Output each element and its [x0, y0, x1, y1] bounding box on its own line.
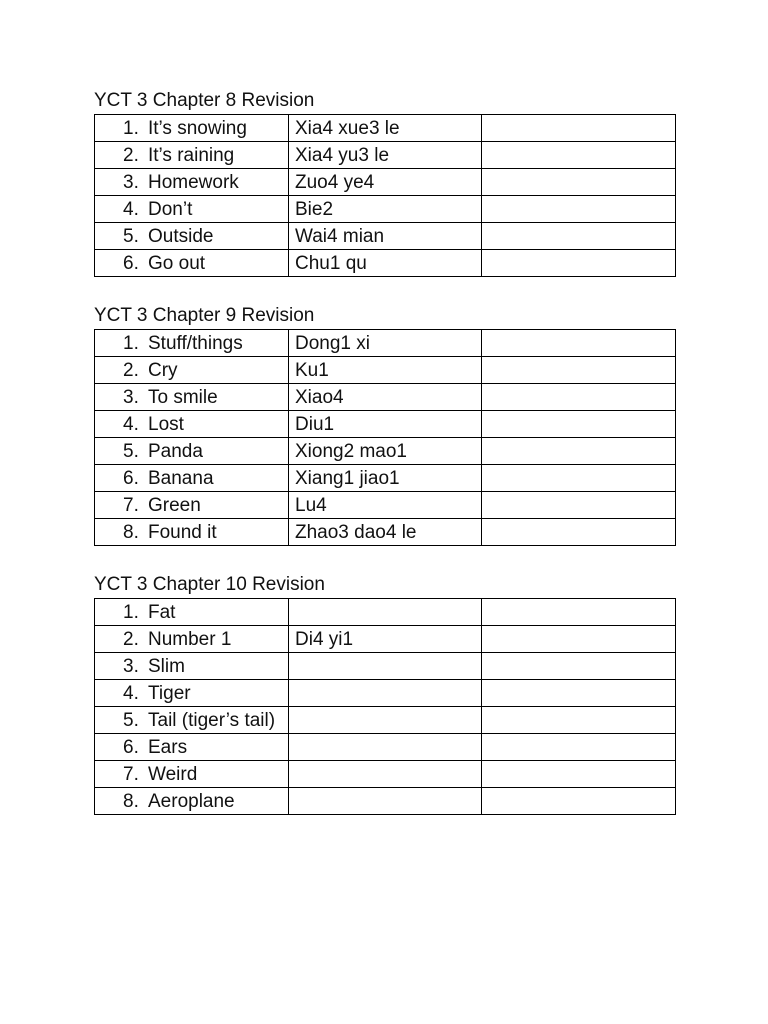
table-row	[95, 115, 676, 142]
section-title: YCT 3 Chapter 8 Revision	[94, 90, 315, 111]
row-number: 6.	[123, 468, 139, 489]
pinyin-cell: Xiao4	[289, 384, 482, 411]
row-number: 8.	[123, 791, 139, 812]
section-title: YCT 3 Chapter 9 Revision	[94, 305, 315, 326]
english-word: Fat	[148, 602, 176, 623]
table-row	[95, 196, 676, 223]
table-row	[95, 250, 676, 277]
answer-cell[interactable]	[482, 357, 676, 384]
vocab-table-chapter-10	[94, 598, 676, 815]
answer-cell[interactable]	[482, 142, 676, 169]
answer-cell[interactable]	[482, 519, 676, 546]
table-row	[95, 330, 676, 357]
answer-cell[interactable]	[482, 250, 676, 277]
english-cell	[95, 465, 289, 492]
vocab-table-chapter-8	[94, 114, 676, 277]
pinyin-cell: Xia4 yu3 le	[289, 142, 482, 169]
row-number: 5.	[123, 710, 139, 731]
pinyin-cell[interactable]	[289, 707, 482, 734]
english-word: Stuff/things	[148, 333, 243, 354]
pinyin-cell: Di4 yi1	[289, 626, 482, 653]
table-row	[95, 761, 676, 788]
table-row	[95, 680, 676, 707]
row-number: 7.	[123, 495, 139, 516]
row-number: 4.	[123, 414, 139, 435]
english-word: Slim	[148, 656, 185, 677]
row-number: 3.	[123, 172, 139, 193]
pinyin-cell[interactable]	[289, 788, 482, 815]
answer-cell[interactable]	[482, 196, 676, 223]
english-cell	[95, 330, 289, 357]
english-cell	[95, 438, 289, 465]
row-number: 6.	[123, 737, 139, 758]
row-number: 4.	[123, 683, 139, 704]
english-cell	[95, 519, 289, 546]
row-number: 4.	[123, 199, 139, 220]
pinyin-cell: Zhao3 dao4 le	[289, 519, 482, 546]
english-word: Aeroplane	[148, 791, 235, 812]
pinyin-cell[interactable]	[289, 734, 482, 761]
pinyin-cell: Lu4	[289, 492, 482, 519]
row-number: 5.	[123, 441, 139, 462]
answer-cell[interactable]	[482, 115, 676, 142]
row-number: 5.	[123, 226, 139, 247]
table-row	[95, 384, 676, 411]
english-word: Tail (tiger’s tail)	[148, 710, 276, 731]
english-cell	[95, 492, 289, 519]
english-word: Tiger	[148, 683, 191, 704]
english-cell	[95, 250, 289, 277]
row-number: 1.	[123, 118, 139, 139]
pinyin-cell: Bie2	[289, 196, 482, 223]
english-word: Lost	[148, 414, 184, 435]
table-row	[95, 519, 676, 546]
answer-cell[interactable]	[482, 761, 676, 788]
row-number: 8.	[123, 522, 139, 543]
english-word: Go out	[148, 253, 206, 274]
table-row	[95, 734, 676, 761]
answer-cell[interactable]	[482, 169, 676, 196]
row-number: 3.	[123, 387, 139, 408]
english-cell	[95, 653, 289, 680]
pinyin-cell: Xia4 xue3 le	[289, 115, 482, 142]
section-title: YCT 3 Chapter 10 Revision	[94, 574, 325, 595]
row-number: 3.	[123, 656, 139, 677]
answer-cell[interactable]	[482, 734, 676, 761]
row-number: 2.	[123, 145, 139, 166]
table-row	[95, 599, 676, 626]
pinyin-cell: Wai4 mian	[289, 223, 482, 250]
vocab-table-chapter-9	[94, 329, 676, 546]
answer-cell[interactable]	[482, 438, 676, 465]
table-row	[95, 411, 676, 438]
pinyin-cell: Diu1	[289, 411, 482, 438]
english-cell	[95, 142, 289, 169]
english-cell	[95, 169, 289, 196]
chapter-10-section	[94, 573, 676, 815]
chapter-8-section	[94, 89, 676, 277]
english-word: It’s snowing	[148, 118, 247, 139]
english-word: Found it	[148, 522, 217, 543]
answer-cell[interactable]	[482, 330, 676, 357]
answer-cell[interactable]	[482, 788, 676, 815]
english-cell	[95, 411, 289, 438]
english-cell	[95, 115, 289, 142]
worksheet-page	[94, 89, 676, 842]
answer-cell[interactable]	[482, 626, 676, 653]
english-cell	[95, 357, 289, 384]
row-number: 6.	[123, 253, 139, 274]
pinyin-cell: Ku1	[289, 357, 482, 384]
pinyin-cell[interactable]	[289, 680, 482, 707]
english-word: Ears	[148, 737, 188, 758]
english-word: Number 1	[148, 629, 232, 650]
table-row	[95, 492, 676, 519]
english-word: Cry	[148, 360, 178, 381]
table-row	[95, 357, 676, 384]
answer-cell[interactable]	[482, 411, 676, 438]
pinyin-cell: Zuo4 ye4	[289, 169, 482, 196]
pinyin-cell: Chu1 qu	[289, 250, 482, 277]
english-word: Don’t	[148, 199, 193, 220]
row-number: 1.	[123, 602, 139, 623]
english-cell	[95, 384, 289, 411]
english-cell	[95, 788, 289, 815]
table-row	[95, 626, 676, 653]
answer-cell[interactable]	[482, 384, 676, 411]
english-cell	[95, 734, 289, 761]
english-word: Weird	[148, 764, 198, 785]
row-number: 7.	[123, 764, 139, 785]
answer-cell[interactable]	[482, 223, 676, 250]
english-word: Banana	[148, 468, 214, 489]
row-number: 2.	[123, 360, 139, 381]
table-row	[95, 788, 676, 815]
english-word: Panda	[148, 441, 203, 462]
english-cell	[95, 599, 289, 626]
english-cell	[95, 707, 289, 734]
english-cell	[95, 626, 289, 653]
english-word: To smile	[148, 387, 218, 408]
row-number: 2.	[123, 629, 139, 650]
english-cell	[95, 196, 289, 223]
answer-cell[interactable]	[482, 465, 676, 492]
answer-cell[interactable]	[482, 492, 676, 519]
answer-cell[interactable]	[482, 707, 676, 734]
table-row	[95, 707, 676, 734]
english-cell	[95, 223, 289, 250]
table-row	[95, 653, 676, 680]
pinyin-cell[interactable]	[289, 653, 482, 680]
pinyin-cell[interactable]	[289, 761, 482, 788]
pinyin-cell: Xiang1 jiao1	[289, 465, 482, 492]
english-word: Homework	[148, 172, 239, 193]
english-cell	[95, 761, 289, 788]
table-row	[95, 169, 676, 196]
pinyin-cell: Dong1 xi	[289, 330, 482, 357]
row-number: 1.	[123, 333, 139, 354]
answer-cell[interactable]	[482, 653, 676, 680]
english-word: Green	[148, 495, 201, 516]
english-word: It’s raining	[148, 145, 235, 166]
answer-cell[interactable]	[482, 680, 676, 707]
english-cell	[95, 680, 289, 707]
answer-cell[interactable]	[482, 599, 676, 626]
pinyin-cell: Xiong2 mao1	[289, 438, 482, 465]
pinyin-cell[interactable]	[289, 599, 482, 626]
table-row	[95, 438, 676, 465]
table-row	[95, 465, 676, 492]
chapter-9-section	[94, 304, 676, 546]
table-row	[95, 223, 676, 250]
table-row	[95, 142, 676, 169]
english-word: Outside	[148, 226, 214, 247]
